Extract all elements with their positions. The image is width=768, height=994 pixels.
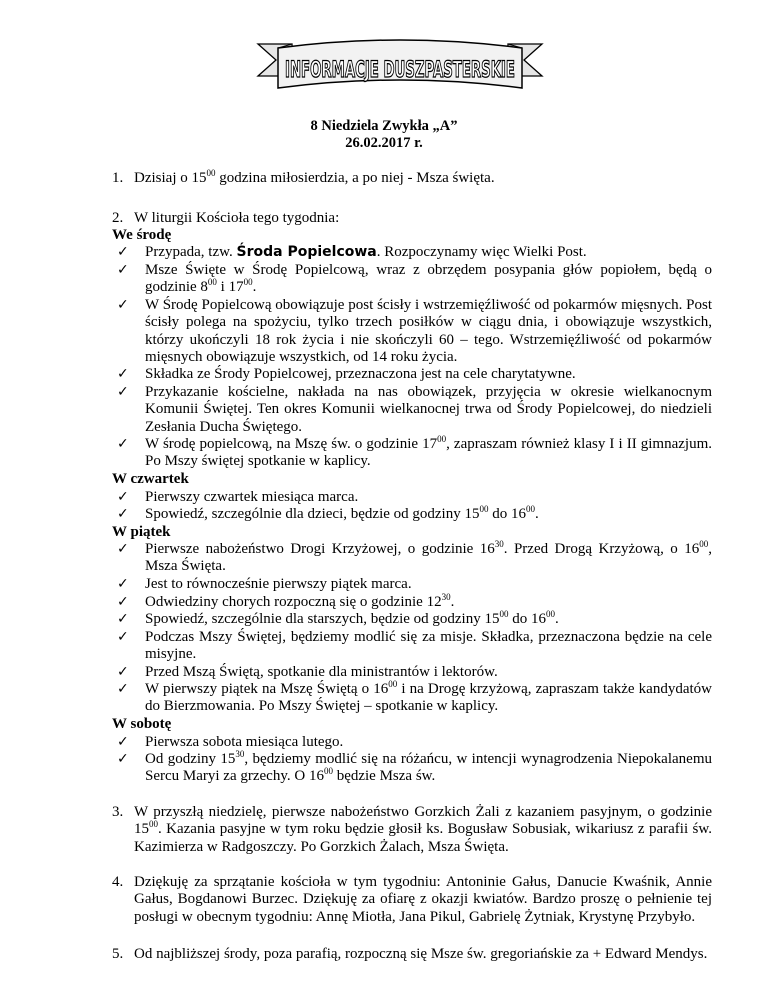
list-item: Od godziny $15^{30}$, będziemy modlić się na różańcu, w intencji wynagrodzenia Niepokalanemu Sercu Maryi za grzechy. O $16^{00}$ będzie Msza św. (145, 749, 712, 785)
friday-heading: W piątek (112, 524, 171, 540)
check-icon: ✓ (117, 611, 129, 627)
date: 26.02.2017 r. (345, 135, 423, 151)
check-icon: ✓ (117, 629, 129, 645)
list-item: Pierwszy czwartek miesiąca marca. (145, 489, 359, 505)
check-icon: ✓ (117, 541, 129, 557)
check-icon: ✓ (117, 734, 129, 750)
thursday-heading: W czwartek (112, 471, 189, 487)
list-item: Przykazanie kościelne, nakłada na nas obowiązek, przyjęcia w okresie wielkanocnym Komunii Świętej. Ten okres Komunii wielkanocnej trwa od Środy Popielcowej, do niedzieli Zesłania Ducha Świętego. (145, 384, 712, 435)
check-icon: ✓ (117, 366, 129, 382)
check-icon: ✓ (117, 262, 129, 278)
paragraph-1: Dzisiaj o $15^{00}$ godzina miłosierdzia, a po niej - Msza święta. (134, 168, 495, 186)
list-item: Spowiedź, szczególnie dla dzieci, będzie od godziny $15^{00}$ do $16^{00}$. (145, 504, 539, 522)
banner-title: INFORMACJE DUSZPASTERSKIE (285, 58, 515, 83)
check-icon: ✓ (117, 436, 129, 452)
list-item: Jest to równocześnie pierwszy piątek marca. (145, 576, 412, 592)
check-icon: ✓ (117, 506, 129, 522)
check-icon: ✓ (117, 384, 129, 400)
item-number-4: 4. (112, 874, 124, 890)
list-item: Przed Mszą Świętą, spotkanie dla ministrantów i lektorów. (145, 664, 498, 680)
item-number-1: 1. (112, 170, 124, 186)
check-icon: ✓ (117, 594, 129, 610)
list-item: Msze Święte w Środę Popielcową, wraz z obrzędem posypania głów popiołem, będą o godzinie $8^{00}$ i $17^{00}$. (145, 262, 712, 296)
check-icon: ✓ (117, 489, 129, 505)
check-icon: ✓ (117, 576, 129, 592)
list-item: Przypada, tzw. Środa Popielcowa. Rozpoczynamy więc Wielki Post. (145, 244, 587, 260)
list-item: Pierwsza sobota miesiąca lutego. (145, 734, 344, 750)
sunday-title: 8 Niedziela Zwykła „A” (310, 118, 458, 134)
list-item: W środę popielcową, na Mszę św. o godzinie $17^{00}$, zapraszam również klasy I i II gimnazjum. Po Mszy świętej spotkanie w kaplicy. (145, 434, 712, 470)
list-item: W pierwszy piątek na Mszę Świętą o $16^{00}$ i na Drogę krzyżową, zapraszam także kandydatów do Bierzmowania. Po Mszy Świętej – spotkanie w kaplicy. (145, 679, 712, 715)
item-number-5: 5. (112, 946, 124, 962)
item-number-3: 3. (112, 804, 124, 820)
paragraph-5: Od najbliższej środy, poza parafią, rozpoczną się Msze św. gregoriańskie za + Edward Mendys. (134, 946, 708, 962)
paragraph-2: W liturgii Kościoła tego tygodnia: (134, 210, 340, 226)
list-item: Spowiedź, szczególnie dla starszych, będzie od godziny $15^{00}$ do $16^{00}$. (145, 609, 559, 627)
list-item: W Środę Popielcową obowiązuje post ścisły i wstrzemięźliwość od pokarmów mięsnych. Post ścisły polega na spożyciu, tylko trzech posiłków w ciągu dnia, i obowiązuje wszystkich, którzy ukończyli 18 rok życia i nie skończyli 60 – tego. Wstrzemięźliwość od pokarmów mięsnych obowiązuje wszystkich, od 14 roku życia. (145, 297, 712, 366)
title-banner (252, 34, 548, 110)
list-item: Odwiedziny chorych rozpoczną się o godzinie $12^{30}$. (145, 592, 455, 610)
saturday-heading: W sobotę (112, 716, 172, 732)
check-icon: ✓ (117, 297, 129, 313)
check-icon: ✓ (117, 664, 129, 680)
list-item: Podczas Mszy Świętej, będziemy modlić się za misje. Składka, przeznaczona będzie na cele misyjne. (145, 629, 712, 663)
paragraph-4: Dziękuję za sprzątanie kościoła w tym tygodniu: Antoninie Gałus, Danucie Kwaśnik, Annie Gałus, Bogdanowi Burzec. Dziękuję za ofiarę z okazji kwiatów. Bardzo proszę o pełnienie tej posługi w obecnym tygodniu: Annę Miotła, Jana Pikul, Gabrielę Żytniak, Krystynę Przybyło. (134, 874, 712, 925)
check-icon: ✓ (117, 751, 129, 767)
check-icon: ✓ (117, 681, 129, 697)
check-icon: ✓ (117, 244, 129, 260)
list-item: Pierwsze nabożeństwo Drogi Krzyżowej, o godzinie $16^{30}$. Przed Drogą Krzyżową, o $16^{00}$, Msza Święta. (145, 539, 712, 575)
list-item: Składka ze Środy Popielcowej, przeznaczona jest na cele charytatywne. (145, 366, 576, 382)
wednesday-heading: We środę (112, 227, 172, 243)
item-number-2: 2. (112, 210, 124, 226)
paragraph-3: W przyszłą niedzielę, pierwsze nabożeństwo Gorzkich Żali z kazaniem pasyjnym, o godzinie $15^{00}$. Kazania pasyjne w tym roku będzie głosił ks. Bogusław Sobusiak, wikariusz z parafii św. Kazimierza w Radgoszczy. Po Gorzkich Żalach, Msza Święta. (134, 804, 712, 855)
